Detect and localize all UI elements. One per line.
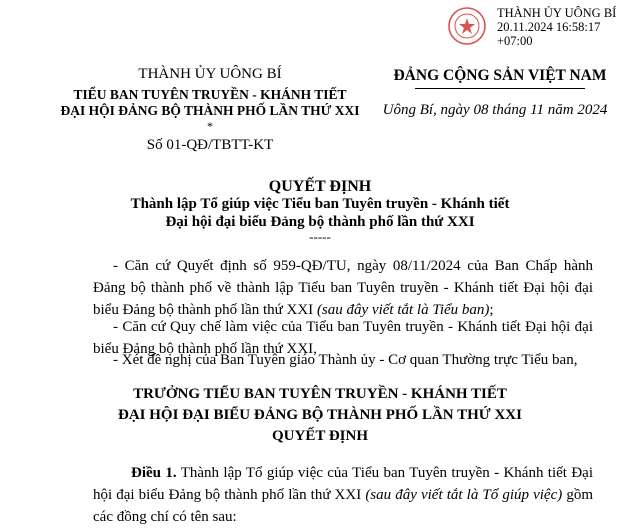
- signature-line-2: 20.11.2024 16:58:17: [497, 20, 601, 34]
- title-separator: -----: [309, 229, 331, 244]
- basis-paragraph-1: - Căn cứ Quyết định số 959-QĐ/TU, ngày 08/11/2024 của Ban Chấp hành Đảng bộ thành phố về thành lập Tiểu ban Tuyên truyền - Khánh tiết Đại hội đại biểu Đảng bộ thành phố lần thứ XXI (sau đây viết tắt là Tiểu ban);: [93, 258, 593, 318]
- document-number: Số 01-QĐ/TBTT-KT: [146, 137, 274, 153]
- party-underline: [415, 88, 585, 89]
- org-name: THÀNH ỦY UÔNG BÍ: [138, 66, 282, 82]
- article-1: Điều 1. Thành lập Tổ giúp việc của Tiểu ban Tuyên truyền - Khánh tiết Đại hội đại biểu Đảng bộ thành phố lần thứ XXI (sau đây viết tắt là Tổ giúp việc) gồm các đồng chí có tên sau:: [93, 465, 593, 525]
- title-subtitle-2: Đại hội đại biểu Đảng bộ thành phố lần thứ XXI: [165, 214, 475, 230]
- title-subtitle-1: Thành lập Tổ giúp việc Tiểu ban Tuyên truyền - Khánh tiết: [130, 196, 510, 212]
- authority-line-2: ĐẠI HỘI ĐẠI BIỂU ĐẢNG BỘ THÀNH PHỐ LẦN THỨ XXI: [118, 407, 522, 423]
- authority-line-3: QUYẾT ĐỊNH: [272, 428, 368, 444]
- signature-line-1: THÀNH ỦY UÔNG BÍ: [497, 6, 617, 20]
- document-date: Uông Bí, ngày 08 tháng 11 năm 2024: [382, 102, 608, 118]
- basis-paragraph-3: - Xét đề nghị của Ban Tuyên giáo Thành ủy - Cơ quan Thường trực Tiểu ban,: [113, 352, 578, 368]
- document-title: QUYẾT ĐỊNH: [268, 178, 372, 195]
- party-name: ĐẢNG CỘNG SẢN VIỆT NAM: [393, 67, 607, 84]
- signature-line-3: +07:00: [497, 34, 533, 48]
- department-line-2: ĐẠI HỘI ĐẢNG BỘ THÀNH PHỐ LẦN THỨ XXI: [60, 103, 360, 118]
- authority-line-1: TRƯỞNG TIỂU BAN TUYÊN TRUYỀN - KHÁNH TIẾT: [133, 386, 507, 402]
- department-line-1: TIỂU BAN TUYÊN TRUYỀN - KHÁNH TIẾT: [73, 87, 347, 102]
- red-seal-icon: [447, 6, 487, 46]
- header-star: *: [207, 119, 213, 133]
- basis-paragraph-2: - Căn cứ Quy chế làm việc của Tiểu ban Tuyên truyền - Khánh tiết Đại hội đại biểu Đảng bộ thành phố lần thứ XXI,: [93, 319, 593, 357]
